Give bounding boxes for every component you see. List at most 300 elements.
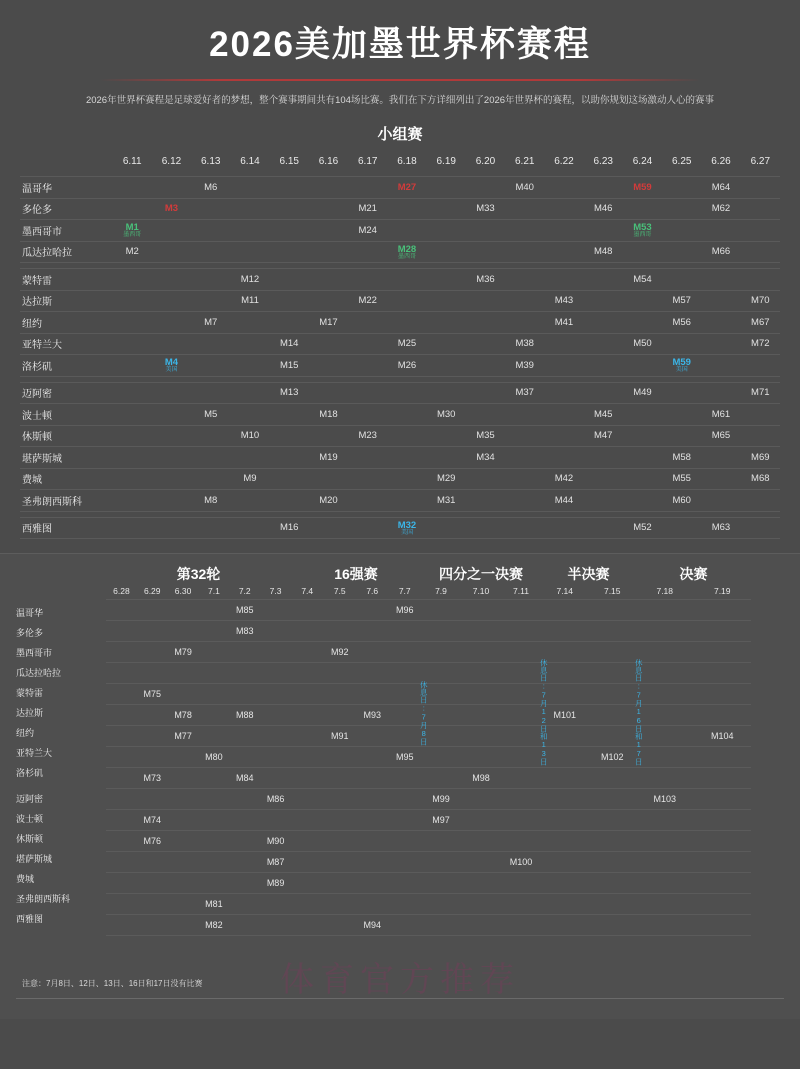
match-cell [662, 490, 701, 512]
knockout-body [0, 586, 800, 936]
match-cell [461, 621, 501, 642]
knockout-city-label: 瓜达拉哈拉 [16, 668, 62, 679]
match-cell [198, 810, 229, 831]
match-cell [636, 747, 694, 768]
match-cell [230, 468, 269, 490]
match-cell [461, 600, 501, 621]
match-id: M56 [672, 316, 691, 328]
match-cell [544, 220, 583, 242]
match-cell [387, 490, 426, 512]
match-cell [501, 621, 541, 642]
match-cell [501, 705, 541, 726]
city-column-header [20, 152, 113, 177]
match-cell [324, 663, 357, 684]
match-cell [191, 198, 230, 220]
match-cell [309, 290, 348, 312]
match-cell [356, 852, 389, 873]
table-row [636, 810, 751, 831]
match-cell [662, 220, 701, 242]
match-cell [589, 663, 637, 684]
footer-divider [16, 998, 784, 999]
match-id: M87 [266, 857, 285, 868]
match-id: M89 [266, 878, 285, 889]
table-row [291, 831, 421, 852]
table-row [106, 705, 291, 726]
date-row-final [636, 586, 751, 596]
match-cell [106, 873, 137, 894]
knockout-date: 7.5 [333, 586, 346, 597]
match-cell [291, 600, 324, 621]
match-cell [260, 684, 291, 705]
match-cell [466, 177, 505, 199]
match-cell [356, 873, 389, 894]
knockout-city-label: 多伦多 [16, 628, 44, 639]
table-row [291, 726, 421, 747]
knockout-col-r32 [106, 586, 291, 936]
match-cell [387, 517, 426, 539]
knockout-date: 7.7 [398, 586, 411, 597]
match-cell [291, 642, 324, 663]
city-label: 瓜达拉哈拉 [22, 248, 72, 260]
match-id: M43 [554, 295, 574, 307]
match-cell [260, 642, 291, 663]
table-row [20, 290, 780, 312]
match-cell [230, 333, 269, 355]
match-id: M61 [711, 408, 731, 420]
match-cell [113, 425, 152, 447]
table-row [421, 747, 541, 768]
match-cell [662, 269, 701, 291]
match-cell [230, 517, 269, 539]
match-cell [584, 468, 623, 490]
match-cell [741, 333, 780, 355]
match-cell [466, 447, 505, 469]
group-date-header: 6.17 [357, 156, 378, 168]
match-cell [229, 789, 260, 810]
city-label: 休斯顿 [22, 432, 52, 444]
match-cell [584, 198, 623, 220]
match-cell [466, 198, 505, 220]
match-cell [309, 198, 348, 220]
match-cell [389, 831, 422, 852]
match-cell [741, 447, 780, 469]
table-row [291, 600, 421, 621]
stage-title-r32: 第32轮 [176, 566, 221, 583]
match-cell [741, 177, 780, 199]
match-cell [741, 241, 780, 263]
match-id: M26 [397, 359, 417, 371]
match-cell [324, 810, 357, 831]
match-cell [387, 425, 426, 447]
match-cell [356, 810, 389, 831]
match-cell [387, 241, 426, 263]
match-cell [356, 789, 389, 810]
match-cell [198, 831, 229, 852]
match-cell [152, 447, 191, 469]
match-cell [229, 873, 260, 894]
match-id: M69 [751, 451, 770, 463]
match-id: M21 [358, 203, 377, 215]
match-cell [623, 333, 662, 355]
date-row-qf [421, 586, 541, 596]
match-id: M67 [751, 316, 770, 328]
match-cell [324, 600, 357, 621]
match-cell [191, 333, 230, 355]
match-cell [544, 382, 583, 404]
match-cell [505, 220, 544, 242]
match-cell [291, 915, 324, 936]
table-row [541, 789, 636, 810]
match-cell [291, 621, 324, 642]
match-cell [389, 789, 422, 810]
match-cell [198, 768, 229, 789]
match-cell [168, 621, 199, 642]
match-id: M60 [672, 494, 691, 506]
match-id: M12 [240, 273, 260, 285]
match-id: M82 [205, 920, 223, 931]
match-cell [662, 404, 701, 426]
match-cell [741, 290, 780, 312]
match-id: M78 [174, 710, 192, 721]
match-cell [589, 768, 637, 789]
match-cell [389, 852, 422, 873]
match-cell [356, 663, 389, 684]
header [0, 0, 800, 109]
match-id: M83 [235, 626, 254, 637]
table-row [291, 621, 421, 642]
match-cell [356, 747, 389, 768]
match-cell [152, 220, 191, 242]
match-cell [191, 177, 230, 199]
match-id: M49 [633, 387, 652, 399]
match-id: M75 [143, 689, 161, 700]
match-cell [229, 852, 260, 873]
match-cell [168, 915, 199, 936]
match-id: M16 [279, 522, 299, 534]
match-cell [427, 198, 466, 220]
table-row [421, 768, 541, 789]
match-cell [270, 312, 309, 334]
table-row [421, 726, 541, 747]
match-id: M81 [205, 899, 223, 910]
match-cell [427, 290, 466, 312]
knockout-city-labels [16, 586, 106, 936]
knockout-date: 7.14 [556, 586, 574, 597]
match-cell [427, 355, 466, 377]
table-row [636, 684, 751, 705]
match-cell [113, 355, 152, 377]
match-cell [387, 404, 426, 426]
match-cell [191, 290, 230, 312]
group-date-header: 6.18 [397, 156, 417, 168]
knockout-city-label: 费城 [16, 874, 35, 885]
group-date-header: 6.26 [711, 156, 731, 168]
match-cell [541, 915, 589, 936]
match-cell [152, 404, 191, 426]
match-id: M63 [711, 522, 731, 534]
match-cell [230, 312, 269, 334]
match-cell [421, 831, 461, 852]
match-cell [348, 404, 387, 426]
match-cell [741, 312, 780, 334]
match-cell [589, 642, 637, 663]
match-cell [309, 468, 348, 490]
match-cell [466, 290, 505, 312]
match-cell [741, 382, 780, 404]
knockout-city-label: 达拉斯 [16, 708, 44, 719]
match-cell [229, 684, 260, 705]
match-cell [427, 447, 466, 469]
match-cell [106, 621, 137, 642]
match-cell [636, 642, 694, 663]
match-cell [544, 269, 583, 291]
match-cell [589, 894, 637, 915]
match-id: M33 [476, 203, 495, 215]
table-row [541, 726, 636, 747]
page-subtitle: 2026年世界杯赛程是足球爱好者的梦想，整个赛事期间共有104场比赛。我们在下方详细列出了2026年世界杯的赛程，以助你规划这场激动人心的赛事 [85, 94, 715, 106]
knockout-city-label: 亚特兰大 [16, 748, 53, 759]
match-cell [229, 726, 260, 747]
match-id: M52 [633, 522, 652, 534]
table-row [20, 490, 780, 512]
table-row [636, 789, 751, 810]
match-cell [113, 490, 152, 512]
match-cell [113, 198, 152, 220]
match-cell [137, 621, 168, 642]
match-cell [168, 789, 199, 810]
match-cell [270, 382, 309, 404]
match-cell [389, 768, 422, 789]
match-id: M2 [125, 246, 139, 258]
table-row [106, 768, 291, 789]
match-cell [230, 355, 269, 377]
match-cell [198, 726, 229, 747]
match-id: M65 [711, 430, 731, 442]
match-cell [270, 490, 309, 512]
match-cell [427, 425, 466, 447]
match-cell [230, 404, 269, 426]
match-cell [389, 894, 422, 915]
table-row [541, 705, 636, 726]
watermark: 体育官方推荐 [280, 960, 520, 1001]
match-cell [291, 810, 324, 831]
match-cell [348, 447, 387, 469]
match-cell [636, 684, 694, 705]
rest-label-2: 休息日:7月16日和17日 [634, 659, 644, 766]
table-row [291, 894, 421, 915]
match-cell [701, 241, 740, 263]
match-cell [348, 355, 387, 377]
match-id: M50 [633, 338, 652, 350]
match-cell [168, 747, 199, 768]
table-row [541, 852, 636, 873]
table-row [636, 852, 751, 873]
table-row [636, 873, 751, 894]
match-id: M96 [395, 605, 414, 616]
table-row [20, 517, 780, 539]
knockout-date: 7.3 [269, 586, 282, 597]
match-cell [168, 873, 199, 894]
match-cell [636, 600, 694, 621]
match-cell [505, 241, 544, 263]
match-cell [505, 404, 544, 426]
table-row [421, 621, 541, 642]
match-id: M88 [235, 710, 254, 721]
match-cell [137, 873, 168, 894]
match-cell [152, 490, 191, 512]
match-cell [291, 726, 324, 747]
match-cell [662, 312, 701, 334]
match-cell [106, 642, 137, 663]
match-cell [636, 915, 694, 936]
match-id: M27 [397, 181, 417, 193]
match-cell [389, 705, 422, 726]
stage-title-r16: 16强赛 [334, 566, 378, 583]
match-cell [584, 425, 623, 447]
match-cell [694, 600, 752, 621]
city-label: 洛杉矶 [22, 361, 52, 373]
match-id: M34 [476, 451, 495, 463]
match-cell [701, 425, 740, 447]
match-id: M46 [593, 203, 613, 215]
match-cell [584, 404, 623, 426]
table-row [20, 241, 780, 263]
match-cell [387, 220, 426, 242]
match-cell [636, 852, 694, 873]
city-label: 亚特兰大 [22, 340, 62, 352]
match-cell [198, 705, 229, 726]
match-cell [461, 789, 501, 810]
match-cell [421, 642, 461, 663]
match-cell [501, 726, 541, 747]
match-cell [662, 447, 701, 469]
match-id: M95 [395, 752, 414, 763]
table-row [20, 382, 780, 404]
match-cell [324, 852, 357, 873]
match-cell [260, 726, 291, 747]
match-cell [291, 705, 324, 726]
city-label: 温哥华 [22, 183, 52, 195]
match-cell [106, 810, 137, 831]
match-cell [229, 831, 260, 852]
match-cell [694, 894, 752, 915]
city-label: 西雅图 [22, 524, 52, 536]
group-date-header: 6.15 [279, 156, 299, 168]
match-id: M24 [358, 224, 377, 236]
city-label: 纽约 [22, 318, 42, 330]
city-label: 多伦多 [22, 205, 52, 217]
match-cell [106, 852, 137, 873]
city-label: 圣弗朗西斯科 [22, 496, 82, 508]
knockout-city-label: 圣弗朗西斯科 [16, 894, 71, 905]
match-cell [106, 915, 137, 936]
match-cell [152, 241, 191, 263]
match-cell [544, 177, 583, 199]
match-cell [348, 290, 387, 312]
group-date-header: 6.24 [632, 156, 653, 168]
match-cell [291, 663, 324, 684]
match-id: M58 [672, 451, 691, 463]
table-row [421, 642, 541, 663]
match-cell [584, 290, 623, 312]
match-cell [230, 447, 269, 469]
match-cell [421, 915, 461, 936]
match-cell [356, 768, 389, 789]
match-cell [356, 600, 389, 621]
table-row [636, 747, 751, 768]
match-cell [387, 177, 426, 199]
table-row [291, 810, 421, 831]
match-cell [106, 684, 137, 705]
match-cell [694, 621, 752, 642]
match-cell [230, 269, 269, 291]
match-cell [229, 894, 260, 915]
match-cell [501, 768, 541, 789]
match-cell [741, 198, 780, 220]
match-cell [291, 831, 324, 852]
table-row [106, 747, 291, 768]
match-cell [387, 355, 426, 377]
match-id: M104 [710, 731, 734, 742]
match-cell [461, 726, 501, 747]
match-cell [584, 447, 623, 469]
match-cell [662, 198, 701, 220]
match-cell [260, 621, 291, 642]
knockout-city-label: 堪萨斯城 [16, 854, 53, 865]
match-cell [623, 269, 662, 291]
match-cell [324, 684, 357, 705]
match-cell [505, 269, 544, 291]
match-cell [389, 684, 422, 705]
match-cell [421, 747, 461, 768]
match-cell [387, 447, 426, 469]
match-cell [584, 177, 623, 199]
match-cell [356, 621, 389, 642]
table-row [541, 894, 636, 915]
match-cell [348, 468, 387, 490]
table-row [20, 269, 780, 291]
match-cell [270, 269, 309, 291]
match-cell [309, 425, 348, 447]
match-cell [270, 447, 309, 469]
match-cell [466, 517, 505, 539]
match-cell [113, 177, 152, 199]
match-id: M57 [672, 295, 691, 307]
match-cell [137, 600, 168, 621]
match-cell [152, 198, 191, 220]
match-cell [741, 468, 780, 490]
match-cell [270, 404, 309, 426]
match-cell [662, 177, 701, 199]
page-title: 2026美加墨世界杯赛程 [209, 25, 591, 64]
match-cell [348, 490, 387, 512]
match-cell [191, 382, 230, 404]
table-row [541, 747, 636, 768]
match-cell [466, 333, 505, 355]
match-cell [324, 915, 357, 936]
match-cell [291, 894, 324, 915]
match-cell [229, 663, 260, 684]
match-cell [230, 198, 269, 220]
match-cell [270, 177, 309, 199]
match-cell [589, 789, 637, 810]
match-id: M15 [279, 359, 299, 371]
match-cell [541, 873, 589, 894]
match-cell [270, 333, 309, 355]
table-row [421, 873, 541, 894]
knockout-city-label: 休斯顿 [16, 834, 44, 845]
match-cell [662, 425, 701, 447]
